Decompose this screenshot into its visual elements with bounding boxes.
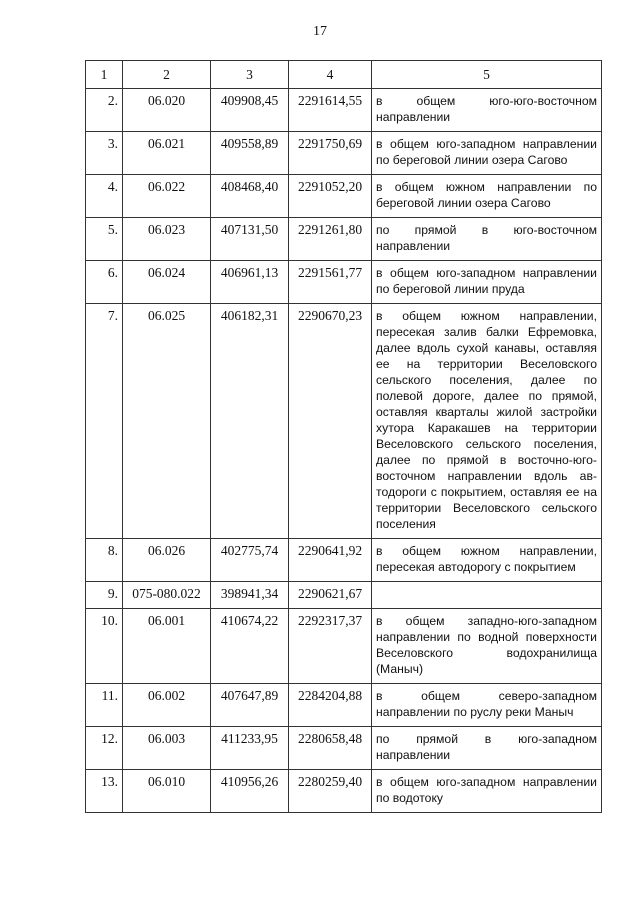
page-number: 17 <box>313 24 327 39</box>
x-coordinate: 407131,50 <box>211 218 289 261</box>
row-number: 9. <box>86 582 123 609</box>
y-coordinate: 2291614,55 <box>289 89 372 132</box>
x-coordinate: 409558,89 <box>211 132 289 175</box>
table-row <box>86 218 602 261</box>
boundary-description: в общем южном направлении, пересекая автодорогу с покрытием <box>372 539 602 582</box>
y-coordinate: 2291052,20 <box>289 175 372 218</box>
y-coordinate: 2290670,23 <box>289 304 372 539</box>
boundary-description: в общем юго-юго-восточном направлении <box>372 89 602 132</box>
table-row <box>86 89 602 132</box>
header-col-4: 4 <box>289 61 372 89</box>
table-row <box>86 727 602 770</box>
table-row <box>86 132 602 175</box>
row-number: 5. <box>86 218 123 261</box>
row-number: 4. <box>86 175 123 218</box>
boundary-description <box>372 582 602 609</box>
table-header <box>86 61 602 89</box>
point-id: 06.010 <box>123 770 211 813</box>
row-number: 10. <box>86 609 123 684</box>
y-coordinate: 2280259,40 <box>289 770 372 813</box>
row-number: 13. <box>86 770 123 813</box>
row-number: 2. <box>86 89 123 132</box>
point-id: 06.003 <box>123 727 211 770</box>
row-number: 8. <box>86 539 123 582</box>
y-coordinate: 2280658,48 <box>289 727 372 770</box>
y-coordinate: 2291561,77 <box>289 261 372 304</box>
y-coordinate: 2291261,80 <box>289 218 372 261</box>
y-coordinate: 2292317,37 <box>289 609 372 684</box>
table-row <box>86 582 602 609</box>
point-id: 06.002 <box>123 684 211 727</box>
point-id: 06.021 <box>123 132 211 175</box>
boundary-description: в общем юго-западном направлении по береговой линии озера Сагово <box>372 132 602 175</box>
row-number: 3. <box>86 132 123 175</box>
boundary-description: в общем северо-западном направлении по руслу реки Маныч <box>372 684 602 727</box>
point-id: 075-080.022 <box>123 582 211 609</box>
y-coordinate: 2290621,67 <box>289 582 372 609</box>
x-coordinate: 402775,74 <box>211 539 289 582</box>
x-coordinate: 407647,89 <box>211 684 289 727</box>
header-col-3: 3 <box>211 61 289 89</box>
point-id: 06.022 <box>123 175 211 218</box>
boundary-description: в общем юго-западном направлении по водотоку <box>372 770 602 813</box>
point-id: 06.025 <box>123 304 211 539</box>
header-col-2: 2 <box>123 61 211 89</box>
boundary-points-table <box>85 60 602 813</box>
table-row <box>86 539 602 582</box>
header-col-5: 5 <box>372 61 602 89</box>
x-coordinate: 410956,26 <box>211 770 289 813</box>
point-id: 06.026 <box>123 539 211 582</box>
y-coordinate: 2290641,92 <box>289 539 372 582</box>
table-row <box>86 684 602 727</box>
x-coordinate: 408468,40 <box>211 175 289 218</box>
table-row <box>86 609 602 684</box>
header-row <box>86 61 602 89</box>
x-coordinate: 409908,45 <box>211 89 289 132</box>
y-coordinate: 2284204,88 <box>289 684 372 727</box>
point-id: 06.020 <box>123 89 211 132</box>
table-row <box>86 770 602 813</box>
point-id: 06.023 <box>123 218 211 261</box>
x-coordinate: 406961,13 <box>211 261 289 304</box>
boundary-description: в общем южном направлении, пересекая залив балки Ефремовка, далее вдоль сухой канавы, оставляя ее на территории Веселовского сельского поселения, далее по полевой дороге, далее по прямой, оставляя кварталы жилой застройки хутора Каракашев на территории Веселовского сельского поселения, далее по прямой в восточно-юго-восточном направлении вдоль автодороги с покрытием, оставляя ее на территории Веселовского сельского поселения <box>372 304 602 539</box>
boundary-description: в общем южном направлении по береговой линии озера Сагово <box>372 175 602 218</box>
boundary-description: в общем юго-западном направлении по береговой линии пруда <box>372 261 602 304</box>
row-number: 6. <box>86 261 123 304</box>
y-coordinate: 2291750,69 <box>289 132 372 175</box>
point-id: 06.024 <box>123 261 211 304</box>
row-number: 7. <box>86 304 123 539</box>
table-row <box>86 175 602 218</box>
table-body <box>86 89 602 813</box>
table-row <box>86 261 602 304</box>
boundary-description: по прямой в юго-восточном направлении <box>372 218 602 261</box>
x-coordinate: 406182,31 <box>211 304 289 539</box>
point-id: 06.001 <box>123 609 211 684</box>
x-coordinate: 410674,22 <box>211 609 289 684</box>
x-coordinate: 411233,95 <box>211 727 289 770</box>
table-row <box>86 304 602 539</box>
x-coordinate: 398941,34 <box>211 582 289 609</box>
boundary-description: в общем западно-юго-западном направлении по водной поверхности Веселовского водохранилища (Маныч) <box>372 609 602 684</box>
row-number: 11. <box>86 684 123 727</box>
row-number: 12. <box>86 727 123 770</box>
header-col-1: 1 <box>86 61 123 89</box>
boundary-description: по прямой в юго-западном направлении <box>372 727 602 770</box>
